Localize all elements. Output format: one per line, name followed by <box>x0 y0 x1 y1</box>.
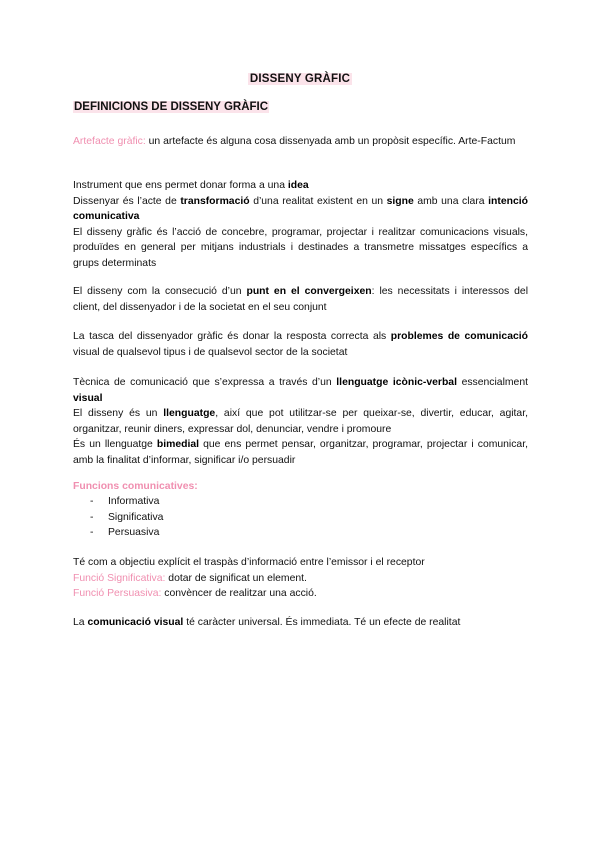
text: El disseny com la consecució d’un <box>73 286 247 297</box>
text: convèncer de realitzar una acció. <box>161 588 317 599</box>
tecnica-paragraph <box>73 375 528 468</box>
list-item <box>90 525 163 541</box>
artefacte-text: un artefacte és alguna cosa dissenyada amb un propòsit específic. Arte-Factum <box>145 136 516 147</box>
instrument-paragraph <box>73 178 528 271</box>
text: Tècnica de comunicació que s’expressa a través d’un <box>73 377 337 388</box>
text: Dissenyar és l’acte de <box>73 195 181 207</box>
list-bullet: - <box>90 511 94 523</box>
text: El disseny és un <box>73 408 164 419</box>
significativa-label: Funció Significativa: <box>73 572 166 584</box>
text: Té com a objectiu explícit el traspàs d’informació entre l’emissor i el receptor <box>73 557 425 568</box>
bold-text: visual <box>73 392 103 404</box>
consecucio-paragraph <box>73 284 528 315</box>
text: Instrument que ens permet donar forma a una <box>73 180 288 191</box>
disseny-grafic-definition: El disseny gràfic és l’acció de concebre, programar, projectar i realitzar comunicacions visuals, produïdes en general per mitjans industrials i destinades a transmetre missatges específics a grups determinats <box>73 226 528 269</box>
text: amb una clara <box>413 195 489 207</box>
text: dotar de significat un element. <box>165 572 307 584</box>
text: : les necessitats i interessos del client, del dissenyador i de la societat en el seu conjunt <box>73 286 529 313</box>
document-title: DISSENY GRÀFIC <box>249 73 351 85</box>
comunicacio-visual-paragraph <box>73 615 528 631</box>
text: La tasca del dissenyador gràfic és donar la resposta correcta als <box>73 331 391 342</box>
list-item <box>90 510 163 526</box>
text: d’una realitat existent en un <box>249 195 387 207</box>
persuasiva-label: Funció Persuasiva: <box>73 588 162 599</box>
bold-text: llenguatge <box>163 408 216 419</box>
text: té caràcter universal. És immediata. Té un efecte de realitat <box>183 617 461 628</box>
section-heading: DEFINICIONS DE DISSENY GRÀFIC <box>74 101 269 113</box>
list-bullet: - <box>90 527 94 538</box>
bold-text: transformació <box>180 195 250 207</box>
bold-text: punt en el convergeixen <box>246 286 372 297</box>
list-item-label: Persuasiva <box>108 527 160 538</box>
tasca-paragraph <box>73 329 528 360</box>
list-bullet: - <box>90 496 94 507</box>
objectiu-paragraph <box>73 555 528 602</box>
list-item-label: Significativa <box>108 511 164 523</box>
text: visual de qualsevol tipus i de qualsevol sector de la societat <box>73 346 348 358</box>
artefacte-label: Artefacte gràfic: <box>73 136 146 147</box>
list-item <box>90 494 163 510</box>
text: És un llenguatge <box>73 439 157 450</box>
funcions-heading-text: Funcions comunicatives: <box>73 481 198 492</box>
funcions-list <box>90 494 163 541</box>
bold-text: intenció comunicativa <box>73 195 529 222</box>
text: , així que pot utilitzar-se per queixar-se, divertir, educar, agitar, organitzar, reunir diners, expressar dol, denunciar, vendre i promoure <box>73 408 528 435</box>
bold-text: signe <box>386 195 414 207</box>
list-item-label: Informativa <box>108 496 160 507</box>
text: essencialment <box>456 377 528 388</box>
bold-text: idea <box>287 180 309 191</box>
text: La <box>73 617 88 628</box>
funcions-heading <box>73 479 528 495</box>
bold-text: problemes de comunicació <box>390 331 528 342</box>
text: que ens permet pensar, organitzar, programar, projectar i comunicar, amb la finalitat d’informar, significar i/o persuadir <box>73 439 528 466</box>
artefacte-paragraph <box>73 134 528 150</box>
bold-text: llenguatge icònic-verbal <box>336 377 457 388</box>
bold-text: comunicació visual <box>87 617 184 628</box>
bold-text: bimedial <box>156 439 200 450</box>
